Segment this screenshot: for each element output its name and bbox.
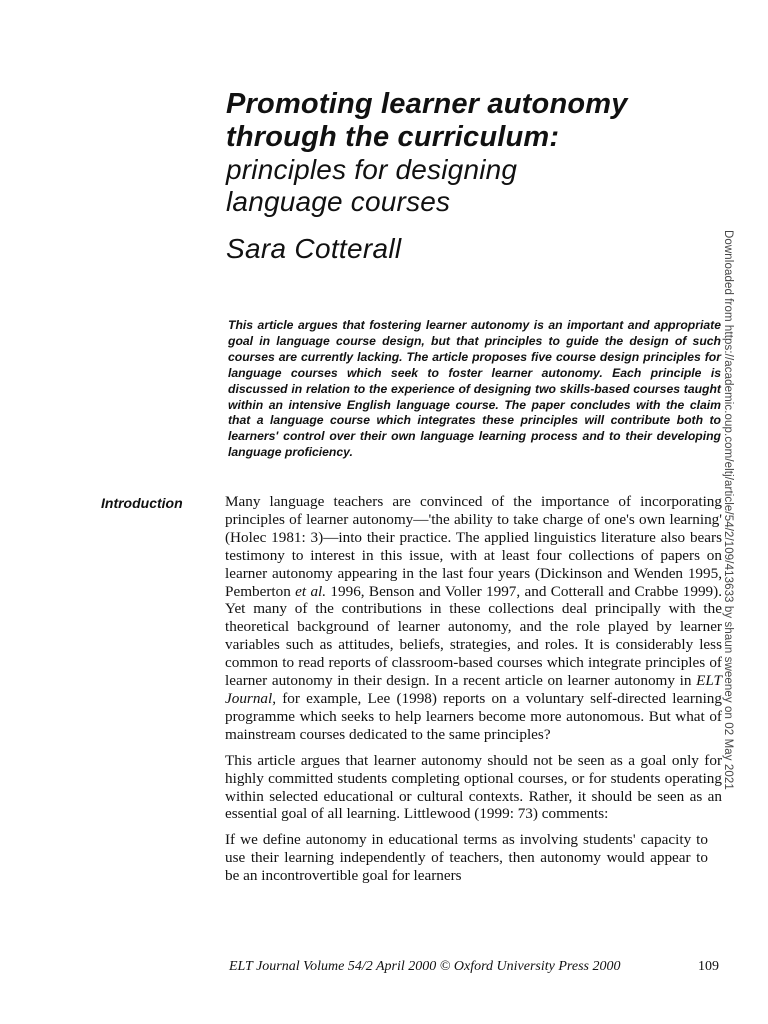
journal-citation: ELT Journal Volume 54/2 April 2000 © Oxford University Press 2000 — [229, 959, 621, 974]
abstract: This article argues that fostering learner autonomy is an important and appropriate goal in language course design, but that principles to guide the design of such courses are currently lacking. The article proposes five course design principles for language courses which seek to foster learner autonomy. Each principle is discussed in relation to the experience of designing two skills-based courses taught within an intensive English language course. The paper concludes with the claim that a language course which integrates these principles will contribute both to learners' control over their own language learning process and to their developing language proficiency. — [228, 318, 721, 460]
subtitle-line-2: language courses — [226, 186, 451, 217]
author-name: Sara Cotterall — [226, 233, 402, 264]
paragraph-1-part-c: , for example, Lee (1998) reports on a voluntary self-directed learning programme which seeks to help learners become more autonomous. But what of mainstream courses dedicated to the same principles? — [225, 689, 722, 743]
section-heading-introduction: Introduction — [101, 495, 183, 511]
paragraph-1 — [225, 493, 722, 744]
block-quote: If we define autonomy in educational terms as involving students' capacity to use their learning independently of teachers, then autonomy would appear to be an incontrovertible goal for learners — [225, 831, 708, 885]
download-watermark: Downloaded from https://academic.oup.com/eltj/article/54/2/109/413633 by shaun sweeney on 02 May 2021 — [722, 230, 734, 790]
page-number: 109 — [698, 959, 719, 974]
et-al-italic: et al. — [295, 582, 327, 600]
subtitle-line-1: principles for designing — [226, 154, 518, 185]
title-line-1: Promoting learner autonomy — [226, 88, 628, 120]
page-footer — [229, 958, 719, 976]
article-title-block — [226, 88, 726, 218]
paragraph-1-part-a: Many language teachers are convinced of the importance of incorporating principles of learner autonomy—'the ability to take charge of one's own learning' (Holec 1981: 3)—into their practice. The applied linguistics literature also bears testimony to interest in this issue, with at least four collections of papers on learner autonomy appearing in the last four years (Dickinson and Wenden 1995, Pemberton — [225, 493, 722, 600]
journal-name-italic: ELT Journal — [225, 672, 722, 707]
paragraph-1-part-b: 1996, Benson and Voller 1997, and Cotterall and Crabbe 1999). Yet many of the contributions in these collections deal principally with the theoretical background of learner autonomy, and the role played by learner variables such as attitudes, beliefs, strategies, and roles. It is considerably less common to read reports of classroom-based courses which integrate principles of learner autonomy in their design. In a recent article on learner autonomy in — [225, 582, 722, 690]
body-text — [225, 493, 722, 893]
paragraph-2: This article argues that learner autonomy should not be seen as a goal only for highly committed students completing optional courses, or for students operating within selected educational or cultural contexts. Rather, it should be seen as an essential goal of all learning. Littlewood (1999: 73) comments: — [225, 751, 722, 823]
title-line-2: through the curriculum: — [226, 121, 560, 153]
